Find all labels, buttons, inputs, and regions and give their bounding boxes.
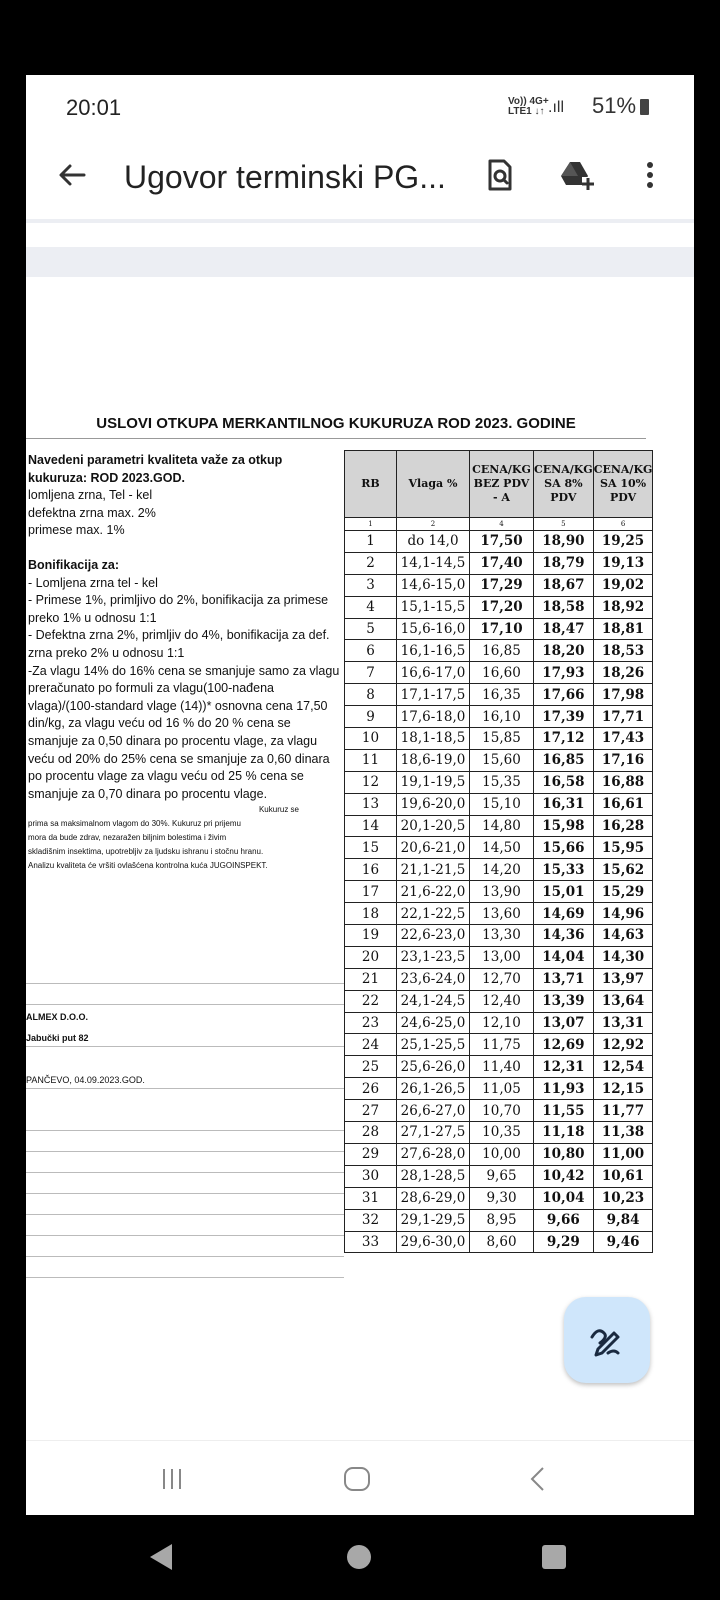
grid-line [26, 1193, 344, 1194]
params-line: kukuruza: ROD 2023.GOD. [28, 470, 185, 485]
table-header-row [345, 451, 653, 518]
cell-vlaga: 16,6-17,0 [397, 662, 470, 684]
cell-cena-10-pdv: 11,38 [593, 1122, 653, 1144]
cell-vlaga: 26,6-27,0 [397, 1100, 470, 1122]
cell-cena-10-pdv: 19,02 [593, 574, 653, 596]
table-row [345, 1165, 653, 1187]
document-viewer[interactable] [26, 277, 694, 1467]
edit-fab[interactable] [564, 1297, 650, 1383]
spacer [28, 540, 343, 557]
cell-cena-10-pdv: 16,88 [593, 771, 653, 793]
cell-vlaga: 25,1-25,5 [397, 1034, 470, 1056]
cell-cena-bez-pdv: 12,10 [470, 1012, 534, 1034]
cell-cena-8-pdv: 11,55 [534, 1100, 594, 1122]
signal-icon: .ıll [548, 99, 564, 116]
cell-vlaga: 27,1-27,5 [397, 1122, 470, 1144]
header-rb: RB [345, 451, 397, 518]
cell-vlaga: 29,6-30,0 [397, 1231, 470, 1253]
cell-cena-10-pdv: 13,97 [593, 968, 653, 990]
cell-rb: 17 [345, 881, 397, 903]
price-table [344, 450, 653, 1253]
cell-rb: 5 [345, 618, 397, 640]
cell-cena-10-pdv: 10,61 [593, 1165, 653, 1187]
cell-cena-10-pdv: 11,77 [593, 1100, 653, 1122]
cell-vlaga: 17,6-18,0 [397, 706, 470, 728]
table-row [345, 531, 653, 553]
cell-vlaga: 25,6-26,0 [397, 1056, 470, 1078]
params-line: primese max. 1% [28, 523, 125, 538]
cell-cena-8-pdv: 17,39 [534, 706, 594, 728]
cell-cena-10-pdv: 18,81 [593, 618, 653, 640]
table-row [345, 574, 653, 596]
cell-cena-bez-pdv: 16,10 [470, 706, 534, 728]
small-note: skladišnim insektima, upotrebljiv za ljudsku ishranu i stočnu hranu. [28, 847, 264, 857]
table-row [345, 728, 653, 750]
cell-rb: 8 [345, 684, 397, 706]
cell-cena-bez-pdv: 16,60 [470, 662, 534, 684]
cell-rb: 13 [345, 793, 397, 815]
document-title: Ugovor terminski PG... [124, 159, 446, 195]
cell-cena-bez-pdv: 13,00 [470, 946, 534, 968]
small-note: Analizu kvaliteta će vršiti ovlašćena kontrolna kuća JUGOINSPEKT. [28, 861, 268, 871]
cell-vlaga: 24,6-25,0 [397, 1012, 470, 1034]
cell-cena-10-pdv: 13,64 [593, 990, 653, 1012]
arrow-back-icon[interactable] [54, 157, 90, 193]
price-table-body [345, 531, 653, 1253]
cell-rb: 26 [345, 1078, 397, 1100]
grid-line [26, 1088, 344, 1089]
company-address: Jabučki put 82 [26, 1033, 89, 1043]
cell-cena-10-pdv: 14,63 [593, 925, 653, 947]
cell-cena-bez-pdv: 8,60 [470, 1231, 534, 1253]
cell-cena-bez-pdv: 15,10 [470, 793, 534, 815]
cell-rb: 32 [345, 1209, 397, 1231]
cell-cena-10-pdv: 17,71 [593, 706, 653, 728]
table-row [345, 771, 653, 793]
cell-rb: 4 [345, 596, 397, 618]
table-row [345, 1100, 653, 1122]
status-bar [26, 75, 694, 137]
grid-line [26, 1277, 344, 1278]
cell-rb: 20 [345, 946, 397, 968]
cell-cena-10-pdv: 14,96 [593, 903, 653, 925]
cell-rb: 6 [345, 640, 397, 662]
bonification-item: - Defektna zrna 2%, primljiv do 4%, bonifikacija za def. zrna preko 2% u odnosu 1:1 [28, 628, 330, 660]
cell-rb: 33 [345, 1231, 397, 1253]
table-row [345, 1078, 653, 1100]
cell-cena-bez-pdv: 9,30 [470, 1187, 534, 1209]
cell-vlaga: 22,1-22,5 [397, 903, 470, 925]
cell-cena-bez-pdv: 10,00 [470, 1143, 534, 1165]
cell-cena-10-pdv: 18,92 [593, 596, 653, 618]
table-row [345, 662, 653, 684]
cell-vlaga: do 14,0 [397, 531, 470, 553]
table-row [345, 946, 653, 968]
cell-vlaga: 15,6-16,0 [397, 618, 470, 640]
cell-cena-bez-pdv: 8,95 [470, 1209, 534, 1231]
cell-cena-8-pdv: 11,18 [534, 1122, 594, 1144]
cell-vlaga: 28,1-28,5 [397, 1165, 470, 1187]
cell-cena-bez-pdv: 15,60 [470, 749, 534, 771]
cell-cena-10-pdv: 12,54 [593, 1056, 653, 1078]
table-row [345, 706, 653, 728]
cell-rb: 27 [345, 1100, 397, 1122]
recent-apps-icon[interactable] [158, 1465, 186, 1493]
cell-cena-8-pdv: 18,67 [534, 574, 594, 596]
cell-rb: 31 [345, 1187, 397, 1209]
cell-vlaga: 18,6-19,0 [397, 749, 470, 771]
cell-rb: 15 [345, 837, 397, 859]
cell-cena-8-pdv: 15,33 [534, 859, 594, 881]
cell-rb: 3 [345, 574, 397, 596]
cell-cena-8-pdv: 18,47 [534, 618, 594, 640]
cell-cena-bez-pdv: 16,85 [470, 640, 534, 662]
bonification-item: - Lomljena zrna tel - kel [28, 575, 158, 590]
cell-rb: 19 [345, 925, 397, 947]
cell-rb: 1 [345, 531, 397, 553]
cell-cena-8-pdv: 18,20 [534, 640, 594, 662]
cell-cena-10-pdv: 19,13 [593, 552, 653, 574]
cell-cena-8-pdv: 12,69 [534, 1034, 594, 1056]
table-row [345, 925, 653, 947]
bonification-item: -Za vlagu 14% do 16% cena se smanjuje samo za vlagu preračunato po formuli za vlagu(100-nađena vlaga)/(100-standard vlage (14))* osnovna cena 17,50 din/kg, za vlagu veću od 16 % do 20 % cena se smanjuje za 0,50 dinara po procentu vlage, za vlagu veću od 20% do 25% cena se smanjuje za 0,60 dinara po procentu vlage za vlagu veću od 25 % cena se smanjuje za 0,70 dinara po procentu vlage. [28, 663, 340, 801]
cell-cena-8-pdv: 10,42 [534, 1165, 594, 1187]
cell-cena-8-pdv: 18,79 [534, 552, 594, 574]
params-line: Navedeni parametri kvaliteta važe za otkup [28, 453, 283, 467]
cell-cena-10-pdv: 15,95 [593, 837, 653, 859]
table-row [345, 815, 653, 837]
small-note: mora da bude zdrav, nezaražen biljnim bolestima i živim [28, 833, 227, 843]
cell-vlaga: 20,6-21,0 [397, 837, 470, 859]
table-row [345, 1231, 653, 1253]
cell-cena-10-pdv: 16,28 [593, 815, 653, 837]
place-date: PANČEVO, 04.09.2023.GOD. [26, 1075, 145, 1085]
table-row [345, 1056, 653, 1078]
cell-cena-8-pdv: 18,58 [534, 596, 594, 618]
cell-cena-bez-pdv: 11,75 [470, 1034, 534, 1056]
cell-vlaga: 17,1-17,5 [397, 684, 470, 706]
cell-cena-10-pdv: 18,26 [593, 662, 653, 684]
cell-cena-bez-pdv: 13,90 [470, 881, 534, 903]
table-row [345, 990, 653, 1012]
cell-vlaga: 29,1-29,5 [397, 1209, 470, 1231]
cell-cena-8-pdv: 11,93 [534, 1078, 594, 1100]
cell-cena-10-pdv: 17,43 [593, 728, 653, 750]
cell-rb: 7 [345, 662, 397, 684]
table-row [345, 684, 653, 706]
column-number: 5 [534, 518, 594, 531]
cell-cena-bez-pdv: 15,85 [470, 728, 534, 750]
table-row [345, 968, 653, 990]
divider [26, 219, 694, 223]
table-row [345, 837, 653, 859]
cell-cena-8-pdv: 15,98 [534, 815, 594, 837]
cell-rb: 28 [345, 1122, 397, 1144]
cell-cena-bez-pdv: 14,80 [470, 815, 534, 837]
cell-rb: 10 [345, 728, 397, 750]
small-note: prima sa maksimalnom vlagom do 30%. Kukuruz pri prijemu [28, 819, 241, 829]
cell-cena-bez-pdv: 11,05 [470, 1078, 534, 1100]
cell-vlaga: 19,1-19,5 [397, 771, 470, 793]
drive-add-icon[interactable] [558, 157, 594, 193]
grid-line [26, 1214, 344, 1215]
company-name: ALMEX D.O.O. [26, 1012, 89, 1022]
cell-vlaga: 18,1-18,5 [397, 728, 470, 750]
cell-cena-bez-pdv: 10,70 [470, 1100, 534, 1122]
edit-pen-icon [564, 1297, 650, 1383]
cell-cena-8-pdv: 14,36 [534, 925, 594, 947]
cell-cena-10-pdv: 17,16 [593, 749, 653, 771]
network-bottom-label: LTE1 ↓↑ [508, 106, 545, 117]
table-row [345, 859, 653, 881]
cell-rb: 12 [345, 771, 397, 793]
cell-cena-8-pdv: 10,80 [534, 1143, 594, 1165]
divider [26, 247, 694, 277]
grid-line [26, 1046, 344, 1047]
cell-cena-bez-pdv: 13,30 [470, 925, 534, 947]
cell-cena-10-pdv: 15,29 [593, 881, 653, 903]
back-nav-icon[interactable] [526, 1465, 550, 1493]
grid-line [26, 1235, 344, 1236]
cell-rb: 16 [345, 859, 397, 881]
column-number: 1 [345, 518, 397, 531]
cell-vlaga: 28,6-29,0 [397, 1187, 470, 1209]
cell-vlaga: 16,1-16,5 [397, 640, 470, 662]
table-row [345, 552, 653, 574]
cell-vlaga: 23,1-23,5 [397, 946, 470, 968]
column-number: 2 [397, 518, 470, 531]
system-navigation [0, 1515, 720, 1600]
cell-cena-bez-pdv: 12,40 [470, 990, 534, 1012]
cell-cena-8-pdv: 15,66 [534, 837, 594, 859]
cell-rb: 25 [345, 1056, 397, 1078]
cell-cena-bez-pdv: 9,65 [470, 1165, 534, 1187]
cell-rb: 14 [345, 815, 397, 837]
cell-cena-10-pdv: 10,23 [593, 1187, 653, 1209]
grid-line [26, 1130, 344, 1131]
table-row [345, 1034, 653, 1056]
home-icon[interactable] [342, 1465, 372, 1493]
cell-vlaga: 14,1-14,5 [397, 552, 470, 574]
navigation-bar [26, 1440, 694, 1515]
cell-vlaga: 23,6-24,0 [397, 968, 470, 990]
cell-cena-8-pdv: 13,07 [534, 1012, 594, 1034]
bonification-title: Bonifikacija za: [28, 557, 119, 572]
cell-cena-10-pdv: 18,53 [593, 640, 653, 662]
table-row [345, 596, 653, 618]
cell-vlaga: 20,1-20,5 [397, 815, 470, 837]
grid-line [26, 1004, 344, 1005]
grid-line [26, 1151, 344, 1152]
cell-cena-bez-pdv: 17,10 [470, 618, 534, 640]
more-vert-icon[interactable] [632, 157, 668, 193]
cell-rb: 2 [345, 552, 397, 574]
table-row [345, 1187, 653, 1209]
cell-cena-bez-pdv: 14,50 [470, 837, 534, 859]
grid-line [26, 1172, 344, 1173]
cell-vlaga: 15,1-15,5 [397, 596, 470, 618]
table-row [345, 749, 653, 771]
app-bar [26, 137, 694, 219]
cell-cena-bez-pdv: 10,35 [470, 1122, 534, 1144]
params-line: defektna zrna max. 2% [28, 505, 156, 520]
cell-rb: 9 [345, 706, 397, 728]
cell-cena-bez-pdv: 11,40 [470, 1056, 534, 1078]
table-row [345, 618, 653, 640]
cell-vlaga: 27,6-28,0 [397, 1143, 470, 1165]
cell-cena-10-pdv: 12,15 [593, 1078, 653, 1100]
cell-cena-10-pdv: 13,31 [593, 1012, 653, 1034]
cell-cena-8-pdv: 15,01 [534, 881, 594, 903]
cell-cena-8-pdv: 14,69 [534, 903, 594, 925]
cell-cena-10-pdv: 9,84 [593, 1209, 653, 1231]
cell-vlaga: 21,1-21,5 [397, 859, 470, 881]
cell-cena-10-pdv: 16,61 [593, 793, 653, 815]
table-row [345, 1209, 653, 1231]
sheet-title: USLOVI OTKUPA MERKANTILNOG KUKURUZA ROD 2023. GODINE [26, 410, 646, 439]
header-vlaga: Vlaga % [397, 451, 470, 518]
cell-cena-8-pdv: 17,93 [534, 662, 594, 684]
phone-screen [26, 75, 694, 1515]
status-time: 20:01 [66, 95, 122, 120]
cell-rb: 21 [345, 968, 397, 990]
cell-rb: 22 [345, 990, 397, 1012]
square-recents-icon[interactable] [541, 1544, 567, 1570]
table-row [345, 881, 653, 903]
network-top-label: Vo)) 4G+ [508, 96, 549, 107]
table-row [345, 1122, 653, 1144]
cell-cena-bez-pdv: 17,29 [470, 574, 534, 596]
cell-rb: 24 [345, 1034, 397, 1056]
bonification-item: - Primese 1%, primljivo do 2%, bonifikacija za primese preko 1% u odnosu 1:1 [28, 593, 329, 625]
cell-vlaga: 14,6-15,0 [397, 574, 470, 596]
cell-cena-8-pdv: 16,85 [534, 749, 594, 771]
column-number: 4 [470, 518, 534, 531]
cell-cena-bez-pdv: 16,35 [470, 684, 534, 706]
cell-rb: 29 [345, 1143, 397, 1165]
cell-cena-bez-pdv: 17,20 [470, 596, 534, 618]
header-cena-8-pdv: CENA/KG SA 8% PDV [534, 451, 594, 518]
grid-line [26, 983, 344, 984]
cell-cena-bez-pdv: 17,40 [470, 552, 534, 574]
cell-cena-8-pdv: 13,71 [534, 968, 594, 990]
header-cena-bez-pdv: CENA/KG BEZ PDV - A [470, 451, 534, 518]
search-document-icon[interactable] [482, 157, 518, 193]
cell-cena-8-pdv: 16,31 [534, 793, 594, 815]
circle-home-icon[interactable] [345, 1543, 373, 1571]
network-indicator [508, 97, 549, 117]
cell-cena-bez-pdv: 15,35 [470, 771, 534, 793]
table-row [345, 640, 653, 662]
cell-cena-10-pdv: 12,92 [593, 1034, 653, 1056]
cell-cena-8-pdv: 14,04 [534, 946, 594, 968]
cell-cena-8-pdv: 9,66 [534, 1209, 594, 1231]
cell-vlaga: 26,1-26,5 [397, 1078, 470, 1100]
cell-cena-10-pdv: 17,98 [593, 684, 653, 706]
cell-cena-10-pdv: 9,46 [593, 1231, 653, 1253]
cell-cena-8-pdv: 17,12 [534, 728, 594, 750]
cell-cena-10-pdv: 14,30 [593, 946, 653, 968]
cell-vlaga: 24,1-24,5 [397, 990, 470, 1012]
cell-vlaga: 19,6-20,0 [397, 793, 470, 815]
table-row [345, 1143, 653, 1165]
cell-cena-8-pdv: 9,29 [534, 1231, 594, 1253]
cell-cena-8-pdv: 13,39 [534, 990, 594, 1012]
table-row [345, 793, 653, 815]
cell-cena-10-pdv: 19,25 [593, 531, 653, 553]
cell-cena-bez-pdv: 12,70 [470, 968, 534, 990]
grid-line [26, 1256, 344, 1257]
triangle-back-icon[interactable] [146, 1541, 176, 1573]
header-cena-10-pdv: CENA/KG SA 10% PDV [593, 451, 653, 518]
cell-rb: 11 [345, 749, 397, 771]
cell-cena-bez-pdv: 13,60 [470, 903, 534, 925]
cell-rb: 18 [345, 903, 397, 925]
table-row [345, 903, 653, 925]
small-note: Kukuruz se [258, 805, 299, 815]
column-number-row [345, 518, 653, 531]
battery-icon [640, 99, 649, 115]
params-line: lomljena zrna, Tel - kel [28, 488, 153, 503]
cell-cena-8-pdv: 18,90 [534, 531, 594, 553]
cell-vlaga: 22,6-23,0 [397, 925, 470, 947]
cell-cena-8-pdv: 12,31 [534, 1056, 594, 1078]
cell-cena-10-pdv: 15,62 [593, 859, 653, 881]
cell-cena-8-pdv: 16,58 [534, 771, 594, 793]
cell-rb: 30 [345, 1165, 397, 1187]
conditions-text [28, 452, 343, 873]
cell-cena-8-pdv: 10,04 [534, 1187, 594, 1209]
cell-cena-8-pdv: 17,66 [534, 684, 594, 706]
battery-percent: 51% [592, 93, 637, 118]
table-row [345, 1012, 653, 1034]
cell-rb: 23 [345, 1012, 397, 1034]
cell-cena-bez-pdv: 14,20 [470, 859, 534, 881]
cell-cena-bez-pdv: 17,50 [470, 531, 534, 553]
cell-cena-10-pdv: 11,00 [593, 1143, 653, 1165]
column-number: 6 [593, 518, 653, 531]
cell-vlaga: 21,6-22,0 [397, 881, 470, 903]
